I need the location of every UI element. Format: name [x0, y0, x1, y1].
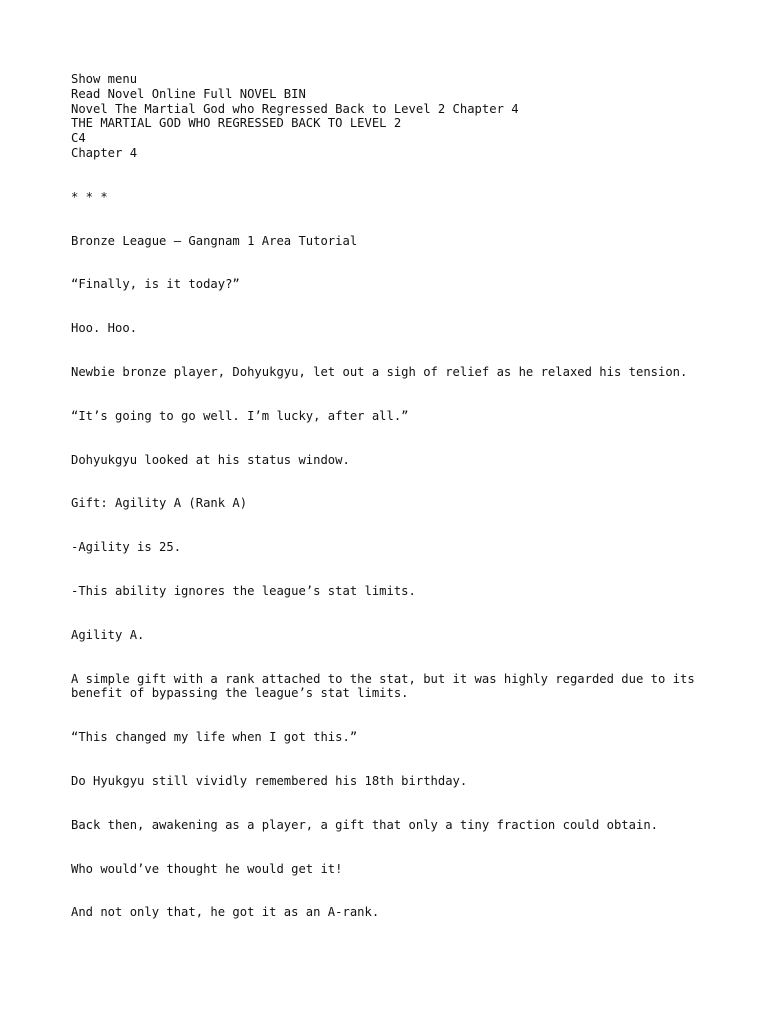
chapter-paragraph: And not only that, he got it as an A-rank.	[71, 905, 380, 920]
chapter-paragraph: “Finally, is it today?”	[71, 277, 240, 292]
spacer	[71, 161, 711, 190]
chapter-paragraph: Who would’ve thought he would get it!	[71, 861, 343, 876]
chapter-paragraph: A simple gift with a rank attached to the stat, but it was highly regarded due to its benefit of bypassing the league’s stat limits.	[71, 671, 703, 701]
scene-break: * * *	[71, 189, 108, 204]
chapter-paragraph: Back then, awakening as a player, a gift that only a tiny fraction could obtain.	[71, 817, 658, 832]
chapter-title: Chapter 4	[71, 145, 138, 160]
chapter-paragraph: Do Hyukgyu still vividly remembered his 18th birthday.	[71, 773, 468, 788]
novel-title: THE MARTIAL GOD WHO REGRESSED BACK TO LEVEL 2	[71, 116, 402, 131]
chapter-paragraph: Newbie bronze player, Dohyukgyu, let out a sigh of relief as he relaxed his tension.	[71, 364, 688, 379]
site-title-link[interactable]: Read Novel Online Full NOVEL BIN	[71, 86, 306, 101]
chapter-paragraph: Gift: Agility A (Rank A)	[71, 496, 248, 511]
show-menu-link[interactable]: Show menu	[71, 72, 138, 86]
chapter-paragraph: -This ability ignores the league’s stat limits.	[71, 583, 416, 598]
chapter-paragraph: “It’s going to go well. I’m lucky, after all.”	[71, 408, 409, 423]
chapter-page	[71, 72, 711, 920]
breadcrumb[interactable]: Novel The Martial God who Regressed Back to Level 2 Chapter 4	[71, 101, 519, 116]
chapter-code: C4	[71, 131, 86, 146]
chapter-paragraph: Hoo. Hoo.	[71, 321, 138, 336]
chapter-paragraph: Agility A.	[71, 627, 145, 642]
chapter-paragraph: Dohyukgyu looked at his status window.	[71, 452, 350, 467]
chapter-paragraph: Bronze League – Gangnam 1 Area Tutorial	[71, 233, 358, 248]
chapter-paragraph: -Agility is 25.	[71, 540, 182, 555]
chapter-paragraph: “This changed my life when I got this.”	[71, 730, 358, 745]
